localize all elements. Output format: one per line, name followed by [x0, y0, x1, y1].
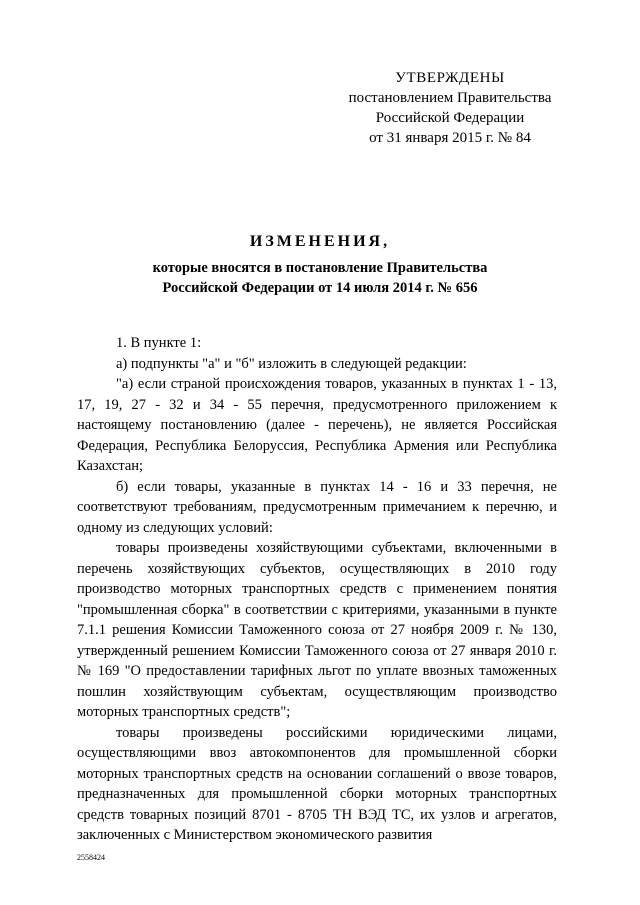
- paragraph-3: "а) если страной происхождения товаров, указанных в пунктах 1 - 13, 17, 19, 27 - 32 и 34 - 55 перечня, предусмотренного приложением к настоящему постановлению (далее - перечень), не является Российская Федерация, Республика Белоруссия, Республика Армения или Республика Казахстан;: [77, 376, 557, 474]
- paragraph-6: товары произведены российскими юридическими лицами, осуществляющими ввоз автокомпонентов для промышленной сборки моторных транспортных средств на основании соглашений о ввозе товаров, предназначенных для промышленной сборки моторных транспортных средств товарных позиций 8701 - 8705 ТН ВЭД ТС, их узлов и агрегатов, заключенных с Министерством экономического развития: [77, 724, 557, 843]
- approval-stamp: [330, 68, 570, 148]
- paragraph-4: б) если товары, указанные в пунктах 14 - 16 и 33 перечня, не соответствуют требованиям, предусмотренным примечанием к перечню, и одному из следующих условий:: [77, 478, 557, 536]
- paragraph-5: товары произведены хозяйствующими субъектами, включенными в перечень хозяйствующих субъектов, осуществляющих в 2010 году производство моторных транспортных средств с применением понятия "промышленная сборка" в соответствии с критериями, указанными в пункте 7.1.1 решения Комиссии Таможенного союза от 27 ноября 2009 г. № 130, утвержденный решением Комиссии Таможенного союза от 27 января 2010 г. № 169 "О предоставлении тарифных льгот по уплате ввозных таможенных пошлин хозяйствующим субъектам, осуществляющим производство моторных транспортных средств";: [77, 540, 557, 720]
- paragraph-1: 1. В пункте 1:: [116, 335, 202, 351]
- document-body: [77, 333, 557, 846]
- subtitle-line-2: Российской Федерации от 14 июля 2014 г. № 656: [162, 280, 478, 296]
- approval-line-3: от 31 января 2015 г. № 84: [369, 130, 531, 146]
- approval-line-1: постановлением Правительства: [348, 90, 552, 106]
- document-title: ИЗМЕНЕНИЯ,: [249, 233, 391, 250]
- approval-heading: УТВЕРЖДЕНЫ: [395, 70, 505, 86]
- document-subtitle: [80, 258, 560, 298]
- approval-line-2: Российской Федерации: [375, 110, 525, 126]
- subtitle-line-1: которые вносятся в постановление Правительства: [152, 260, 488, 276]
- document-number: 2558424: [77, 853, 105, 862]
- paragraph-2: а) подпункты "а" и "б" изложить в следующей редакции:: [116, 355, 467, 372]
